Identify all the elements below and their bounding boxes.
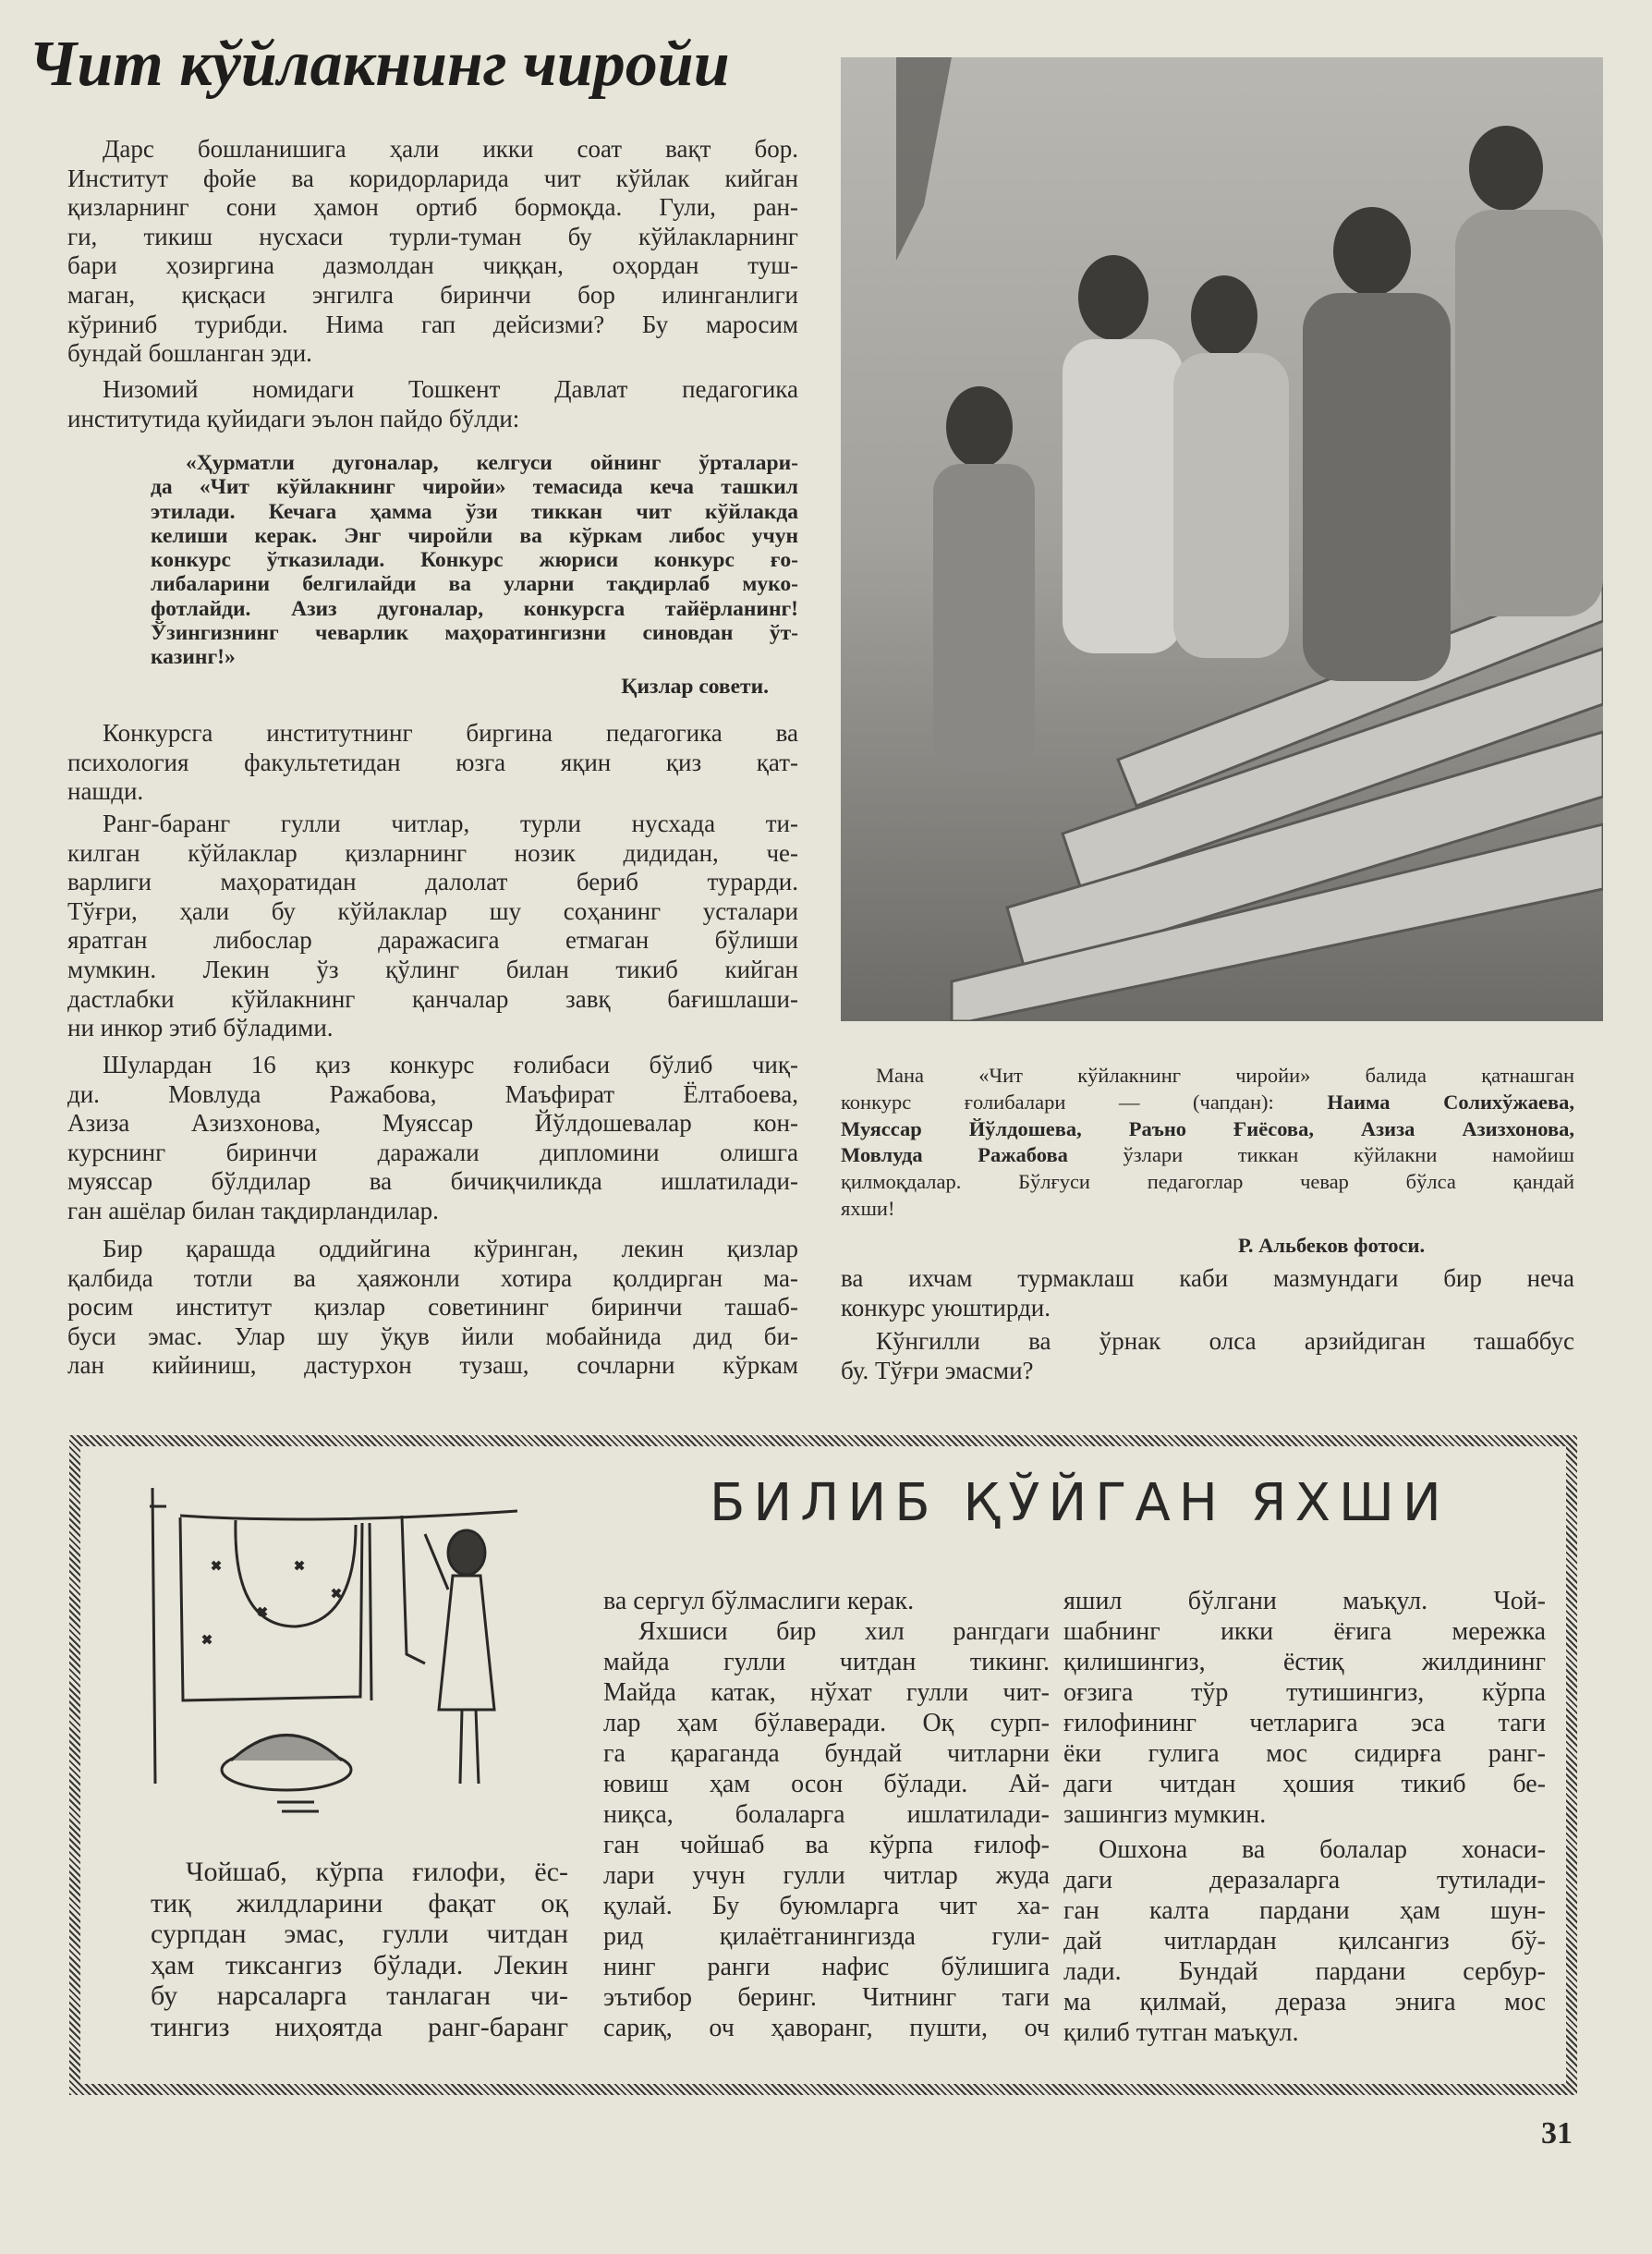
text-line: ва ихчам турмаклаш каби мазмундаги бир неча xyxy=(841,1264,1574,1292)
text-line: бу нарсаларга танлаган чи- xyxy=(151,1980,568,2012)
paragraph-dresses xyxy=(67,810,798,1043)
caption-text: конкурс ғолибалари — (чапдан): xyxy=(841,1090,1328,1114)
text-line: Яхшиси бир хил рангдаги xyxy=(638,1617,1050,1646)
caption-line xyxy=(841,1142,1574,1169)
text-line: дай читлардан қилсангиз бў- xyxy=(1063,1927,1546,1955)
caption-line xyxy=(841,1090,1574,1116)
caption-line xyxy=(841,1063,1574,1090)
text-line: бари ҳозиргина дазмолдан чиққан, оҳордан туш- xyxy=(67,251,798,280)
text-line: зашингиз мумкин. xyxy=(1063,1800,1267,1829)
text-line: Ошхона ва болалар хонаси- xyxy=(1099,1835,1546,1864)
caption-text: яхши! xyxy=(841,1196,895,1220)
text-line: Азиза Азизхонова, Муяссар Йўлдошевалар кон- xyxy=(67,1109,798,1138)
caption-text: ўзлари тиккан кўйлакни намойиш xyxy=(1067,1143,1574,1167)
tips-col3-curtains xyxy=(1063,1834,1546,2048)
text-line: ган калта пардани ҳам шун- xyxy=(1063,1896,1546,1925)
text-line: яратган либослар даражасига етмаган бўлиши xyxy=(67,926,798,955)
text-line: Кўнгилли ва ўрнак олса арзийдиган ташаббус xyxy=(876,1327,1574,1355)
caption-text: қилмоқдалар. Бўлғуси педагоглар чевар бўлса қандай xyxy=(841,1170,1574,1194)
text-line: Институт фойе ва коридорларида чит кўйлак кийган xyxy=(67,164,798,192)
text-line: ма қилмай, дераза энига мос xyxy=(1063,1988,1546,2016)
text-line: Ранг-баранг гулли читлар, турли нусхада ти- xyxy=(103,810,798,837)
text-line: килган кўйлаклар қизларнинг нозик дидидан, че- xyxy=(67,838,798,867)
text-line: ва сергул бўлмаслиги керак. xyxy=(603,1587,915,1615)
text-line: қилишингиз, ёстиқ жилдининг xyxy=(1063,1648,1546,1676)
text-line: ювиш ҳам осон бўлади. Ай- xyxy=(603,1770,1050,1798)
text-line: буси эмас. Улар шу ўқув йили мобайнида дид би- xyxy=(67,1322,798,1350)
text-line: қалбида тотли ва ҳаяжонли хотира қолдирган ма- xyxy=(67,1263,798,1292)
text-line: фотлайди. Азиз дугоналар, конкурсга тайёрланинг! xyxy=(151,596,798,621)
text-line: қулай. Бу буюмларга чит ха- xyxy=(603,1892,1050,1920)
text-line: ган ашёлар билан тақдирландилар. xyxy=(67,1196,439,1224)
paragraph-conclusion xyxy=(841,1327,1574,1385)
text-line: маган, қисқаси энгилга биринчи бор илинганлиги xyxy=(67,280,798,309)
tips-col2-intro xyxy=(603,1586,1050,1616)
article-title: Чит кўйлакнинг чиройи xyxy=(29,29,730,100)
text-line: Низомий номидаги Тошкент Давлат педагогика xyxy=(103,375,798,403)
caption-text: Мана «Чит кўйлакнинг чиройи» балида қатнашган xyxy=(876,1064,1574,1087)
announcement-quote xyxy=(151,451,798,670)
photo-credit: Р. Альбеков фотоси. xyxy=(1238,1234,1426,1257)
text-line: эътибор беринг. Читнинг таги xyxy=(603,1983,1050,2012)
paragraph-initiative-cont xyxy=(841,1264,1574,1322)
text-line: ҳам тиксангиз бўлади. Лекин xyxy=(151,1949,568,1980)
paragraph-initiative xyxy=(67,1235,798,1381)
photo-caption xyxy=(841,1063,1574,1223)
text-line: Бир қарашда оддийгина кўринган, лекин қизлар xyxy=(103,1235,798,1262)
text-line: бу. Тўғри эмасми? xyxy=(841,1356,1034,1384)
text-line: даги деразаларга тутилади- xyxy=(1063,1866,1546,1895)
caption-line xyxy=(841,1116,1574,1143)
text-line: ниқса, болаларга ишлатилади- xyxy=(603,1800,1050,1829)
text-line: «Ҳурматли дугоналар, келгуси ойнинг ўрталари- xyxy=(186,451,798,475)
text-line: даги читдан ҳошия тикиб бе- xyxy=(1063,1770,1546,1798)
tips-col1 xyxy=(151,1857,568,2043)
tips-col3 xyxy=(1063,1586,1546,1830)
photo-image xyxy=(841,57,1603,1021)
text-line: ни инкор этиб бўладими. xyxy=(67,1014,334,1042)
text-line: яшил бўлгани маъқул. Чой- xyxy=(1063,1587,1546,1615)
text-line: сариқ, оч ҳаворанг, пушти, оч xyxy=(603,2014,1050,2042)
text-line: конкурс уюштирди. xyxy=(841,1293,1051,1322)
text-line: дастлабки кўйлакнинг қанчалар завқ бағишлаши- xyxy=(67,984,798,1013)
text-line: рид қилаётганингизда гули- xyxy=(603,1922,1050,1951)
text-line: лан кийиниш, дастурхон тузаш, сочларни кўркам xyxy=(67,1351,798,1380)
text-line: казинг!» xyxy=(151,645,236,670)
text-line: Майда катак, нўхат гулли чит- xyxy=(603,1678,1050,1707)
text-line: Тўғри, ҳали бу кўйлаклар шу соҳанинг усталари xyxy=(67,896,798,925)
text-line: муяссар бўлдилар ва бичиқчиликда ишлатилади- xyxy=(67,1167,798,1196)
text-line: конкурс ўтказилади. Конкурс жюриси конкурс ғо- xyxy=(151,548,798,573)
text-line: ғилофининг четларига эса таги xyxy=(1063,1709,1546,1737)
caption-line xyxy=(841,1196,1574,1223)
text-line: майда гулли читдан тикинг. xyxy=(603,1648,1050,1676)
caption-name: Муяссар Йўлдошева, Раъно Ғиёсова, Азиза Азизхонова, xyxy=(841,1116,1574,1140)
text-line: шабнинг икки ёғига мережка xyxy=(1063,1617,1546,1646)
text-line: ган чойшаб ва кўрпа ғилоф- xyxy=(603,1831,1050,1859)
text-line: бундай бошланган эди. xyxy=(67,339,312,368)
text-line: психология факультетидан юзга яқин қиз қат- xyxy=(67,748,798,776)
text-line: курснинг биринчи даражали дипломини олишга xyxy=(67,1138,798,1166)
photo-girls-on-stairs xyxy=(841,57,1603,1021)
text-line: этилади. Кечага ҳамма ўзи тиккан чит кўйлакда xyxy=(151,499,798,524)
paragraph-intro xyxy=(67,135,798,369)
text-line: лари учун гулли читлар жуда xyxy=(603,1861,1050,1890)
text-line: нашди. xyxy=(67,777,144,806)
text-line: лар ҳам бўлаверади. Оқ сурп- xyxy=(603,1709,1050,1737)
text-line: тингиз ниҳоятда ранг-баранг xyxy=(151,2011,568,2042)
text-line: ёки гулига мос сидирға ранг- xyxy=(1063,1739,1546,1768)
caption-name: Наима Солихўжаева, xyxy=(1327,1090,1574,1114)
illustration-laundry xyxy=(129,1479,573,1830)
text-line: лади. Бундай пардани сербур- xyxy=(1063,1957,1546,1986)
text-line: варлиги маҳоратидан далолат бериб турарди. xyxy=(67,868,798,896)
quote-signature: Қизлар совети. xyxy=(621,675,769,699)
caption-name: Мовлуда Ражабова xyxy=(841,1143,1068,1167)
text-line: Конкурсга институтнинг биргина педагогика ва xyxy=(103,719,798,747)
text-line: нинг ранги нафис бўлишига xyxy=(603,1953,1050,1981)
text-line: ди. Мовлуда Ражабова, Маъфират Ёлтабоева, xyxy=(67,1079,798,1108)
paragraph-announcement-intro xyxy=(67,375,798,433)
text-line: мумкин. Лекин ўз қўлинг билан тикиб кийган xyxy=(67,955,798,983)
text-line: қизларнинг сони ҳамон ортиб бормоқда. Гули, ран- xyxy=(67,193,798,222)
page-number: 31 xyxy=(1541,2116,1573,2150)
tips-col2 xyxy=(603,1616,1050,2043)
text-line: Чойшаб, кўрпа ғилофи, ёс- xyxy=(186,1857,568,1887)
text-line: Ўзингизнинг чеварлик маҳоратингизни синовдан ўт- xyxy=(151,621,798,646)
text-line: сурпдан эмас, гулли читдан xyxy=(151,1919,568,1950)
paragraph-participants xyxy=(67,719,798,807)
laundry-drawing xyxy=(129,1479,573,1830)
text-line: Шулардан 16 қиз конкурс ғолибаси бўлиб чиқ- xyxy=(103,1051,798,1078)
text-line: га қараганда бундай читларни xyxy=(603,1739,1050,1768)
text-line: оғзига тўр тутишингиз, кўрпа xyxy=(1063,1678,1546,1707)
text-line: қилиб тутган маъқул. xyxy=(1063,2018,1299,2047)
text-line: кўриниб турибди. Нима гап дейсизми? Бу маросим xyxy=(67,310,798,338)
text-line: да «Чит кўйлакнинг чиройи» темасида кеча ташкил xyxy=(151,475,798,500)
caption-line xyxy=(841,1169,1574,1196)
text-line: либаларини белгилайди ва уларни тақдирлаб муко- xyxy=(151,572,798,597)
text-line: келиши керак. Энг чиройли ва кўркам либос учун xyxy=(151,523,798,548)
text-line: ги, тикиш нусхаси турли-туман бу кўйлакларнинг xyxy=(67,222,798,250)
paragraph-winners xyxy=(67,1051,798,1226)
text-line: тиқ жилдларини фақат оқ xyxy=(151,1887,568,1919)
text-line: институтида қуйидаги эълон пайдо бўлди: xyxy=(67,404,520,433)
text-line: Дарс бошланишига ҳали икки соат вақт бор. xyxy=(103,135,798,163)
text-line: росим институт қизлар советининг биринчи ташаб- xyxy=(67,1293,798,1322)
tips-box-title: БИЛИБ ҚЎЙГАН ЯХШИ xyxy=(710,1473,1450,1533)
